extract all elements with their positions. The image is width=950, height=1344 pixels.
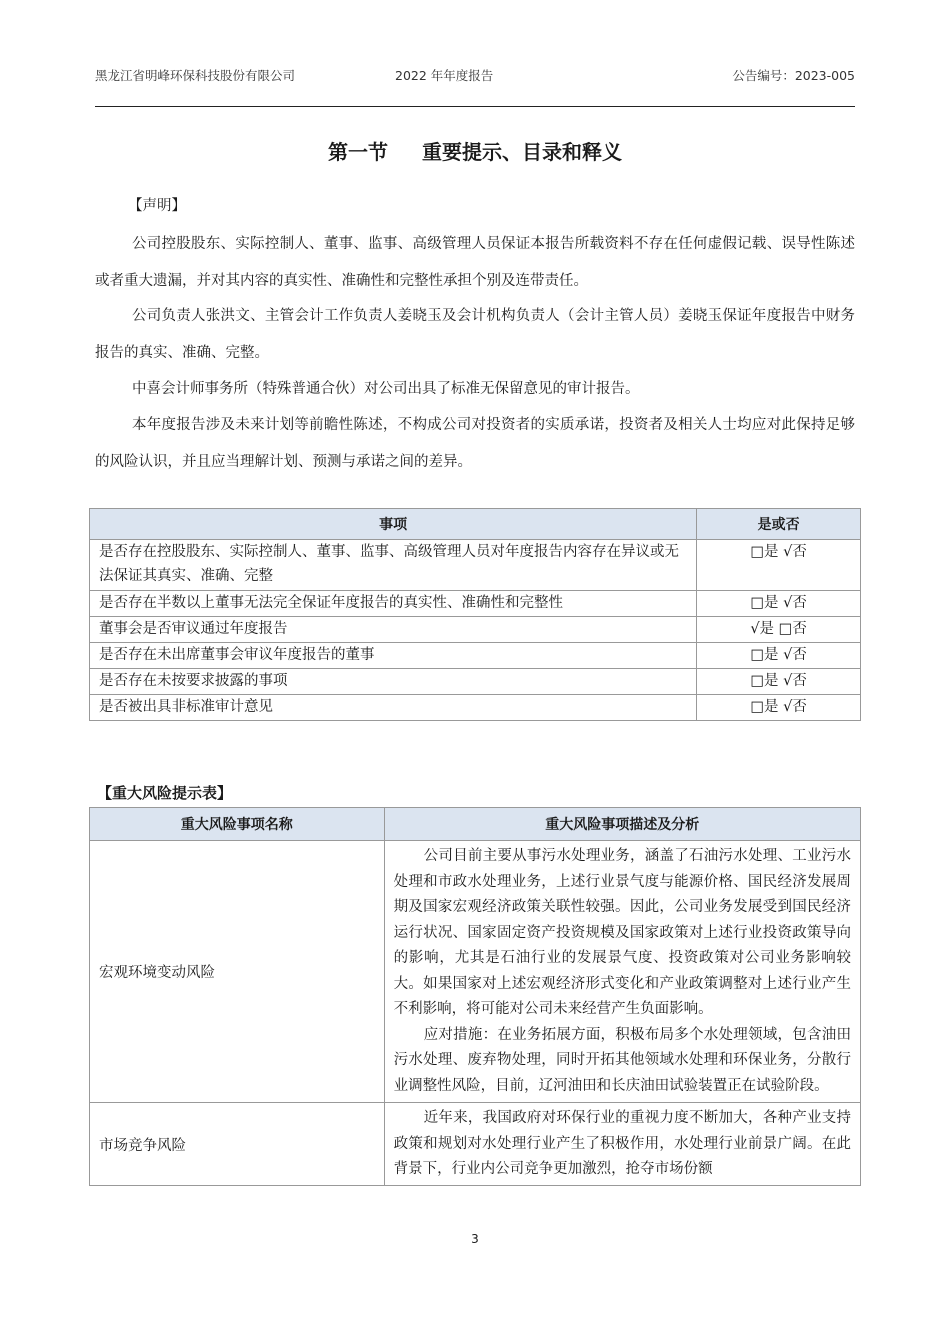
statement-paragraph: 中喜会计师事务所（特殊普通合伙）对公司出具了标准无保留意见的审计报告。 [132,381,640,397]
table-row [90,617,861,643]
table-row [90,540,861,591]
page-title [0,136,950,165]
statement-paragraph: 公司控股股东、实际控制人、董事、监事、高级管理人员保证本报告所载资料不存在任何虚假记载、误导性陈述或者重大遗漏，并对其内容的真实性、准确性和完整性承担个别及连带责任。 [95,236,855,289]
risk-paragraph: 近年来，我国政府对环保行业的重视力度不断加大，各种产业支持政策和规划对水处理行业产生了积极作用，水处理行业前景广阔。在此背景下，行业内公司竞争更加激烈，抢夺市场份额 [393,1110,851,1177]
risk-table [89,807,861,1186]
matter-answer: □是 √否 [697,695,861,721]
column-header-item: 事项 [90,509,697,540]
column-header-answer: 是或否 [697,509,861,540]
matter-item: 董事会是否审议通过年度报告 [90,617,697,643]
risk-paragraph: 应对措施：在业务拓展方面，积极布局多个水处理领域，包含油田污水处理、废弃物处理，同时开拓其他领域水处理和环保业务，分散行业调整性风险，目前，辽河油田和长庆油田试验装置正在试验阶段。 [393,1026,851,1094]
section-name: 重要提示、目录和释义 [422,140,622,164]
column-header-risk-name: 重大风险事项名称 [90,808,385,841]
statement-paragraph: 公司负责人张洪文、主管会计工作负责人姜晓玉及会计机构负责人（会计主管人员）姜晓玉保证年度报告中财务报告的真实、准确、完整。 [95,308,855,361]
matter-answer: □是 √否 [697,540,861,591]
table-row [90,643,861,669]
matter-item: 是否存在半数以上董事无法完全保证年度报告的真实性、准确性和完整性 [90,591,697,617]
header-company: 黑龙江省明峰环保科技股份有限公司 [95,68,296,83]
table-row [90,1103,861,1186]
statement-paragraph: 本年度报告涉及未来计划等前瞻性陈述，不构成公司对投资者的实质承诺，投资者及相关人士均应对此保持足够的风险认识，并且应当理解计划、预测与承诺之间的差异。 [95,417,855,470]
matter-answer: √是 □否 [697,617,861,643]
risk-paragraph: 公司目前主要从事污水处理业务，涵盖了石油污水处理、工业污水处理和市政水处理业务，上述行业景气度与能源价格、国民经济发展周期及国家宏观经济政策关联性较强。因此，公司业务发展受到国民经济运行状况、国家固定资产投资规模及国家政策对上述行业投资政策导向的影响，尤其是石油行业的发展景气度、投资政策对公司业务影响较大。如果国家对上述宏观经济形式变化和产业政策调整对上述行业产生不利影响，将可能对公司未来经营产生负面影响。 [393,848,851,1017]
matter-answer: □是 √否 [697,591,861,617]
risk-description [384,1103,860,1186]
table-row [90,669,861,695]
risk-table-heading: 【重大风险提示表】 [97,784,233,802]
table-header-row [90,509,861,540]
matters-table [89,508,861,721]
matter-item: 是否存在控股股东、实际控制人、董事、监事、高级管理人员对年度报告内容存在异议或无法保证其真实、准确、完整 [90,540,697,591]
risk-name: 宏观环境变动风险 [90,841,385,1103]
matter-answer: □是 √否 [697,643,861,669]
statement-heading: 【声明】 [128,198,186,214]
header-divider [95,106,855,107]
header-report-title: 2022 年年度报告 [395,68,494,83]
matter-answer: □是 √否 [697,669,861,695]
risk-name: 市场竞争风险 [90,1103,385,1186]
risk-description [384,841,860,1103]
table-row [90,841,861,1103]
table-row [90,591,861,617]
page-number: 3 [471,1232,479,1246]
page-header [95,66,855,86]
table-row [90,695,861,721]
matter-item: 是否存在未按要求披露的事项 [90,669,697,695]
section-number: 第一节 [328,140,388,164]
matter-item: 是否被出具非标准审计意见 [90,695,697,721]
table-header-row [90,808,861,841]
header-notice-number: 公告编号：2023-005 [732,68,855,83]
matter-item: 是否存在未出席董事会审议年度报告的董事 [90,643,697,669]
column-header-risk-description: 重大风险事项描述及分析 [384,808,860,841]
